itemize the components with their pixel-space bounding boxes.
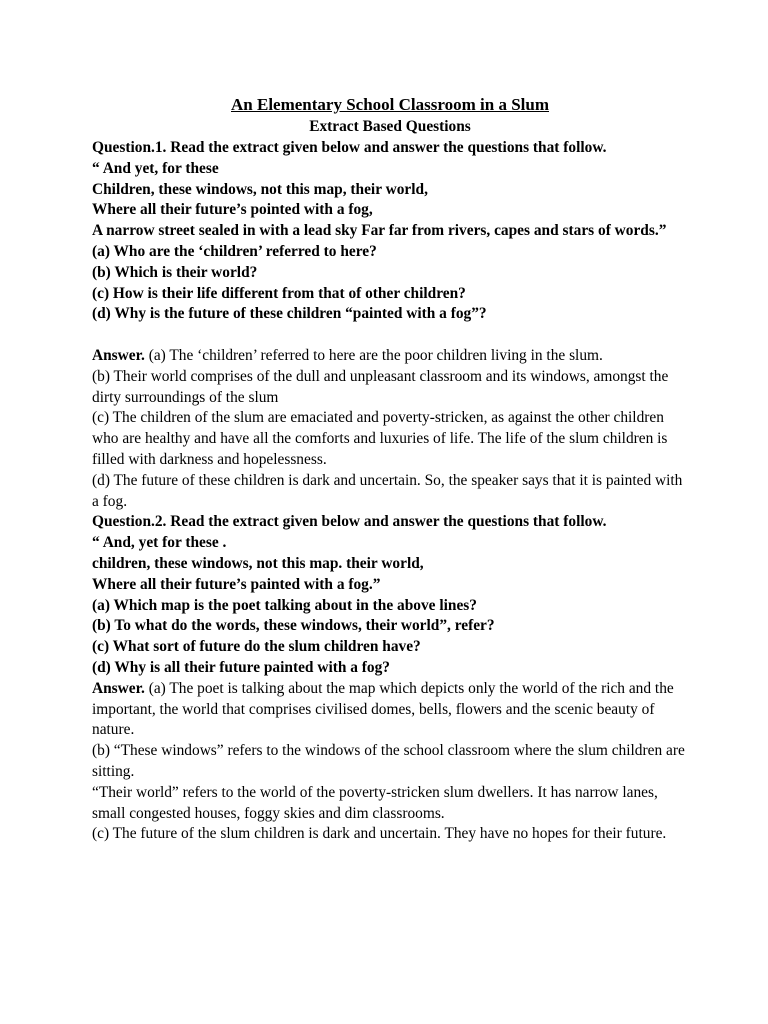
answer-paragraph: “Their world” refers to the world of the poverty-stricken slum dwellers. It has narrow lanes, small congested houses, foggy skies and dim classrooms. — [92, 783, 658, 822]
answer-paragraph: (c) The children of the slum are emaciated and poverty-stricken, as against the other children who are healthy and have all the comforts and luxuries of life. The life of the slum children is filled with darkness and hopelessness. — [92, 409, 668, 468]
answer-paragraph: (b) “These windows” refers to the windows of the school classroom where the slum children are sitting. — [92, 742, 685, 780]
answer-label: Answer. — [92, 346, 145, 364]
sub-question: (c) What sort of future do the slum children have? — [92, 638, 421, 656]
document-page — [92, 94, 688, 845]
question-2-heading: Question.2. Read the extract given below and answer the questions that follow. — [92, 513, 607, 531]
extract-line: children, these windows, not this map. their world, — [92, 554, 424, 572]
answer-paragraph: (b) Their world comprises of the dull and unpleasant classroom and its windows, amongst the dirty surroundings of the slum — [92, 367, 669, 406]
answer-paragraph: (d) The future of these children is dark and uncertain. So, the speaker says that it is painted with a fog. — [92, 471, 683, 510]
extract-line: A narrow street sealed in with a lead sky Far far from rivers, capes and stars of words.” — [92, 222, 667, 240]
sub-question: (c) How is their life different from that of other children? — [92, 284, 466, 302]
sub-question: (d) Why is the future of these children “painted with a fog”? — [92, 305, 487, 323]
extract-line: Where all their future’s painted with a fog.” — [92, 575, 381, 593]
question-1-heading: Question.1. Read the extract given below and answer the questions that follow. — [92, 139, 607, 156]
question-2-block — [92, 512, 688, 845]
answer-paragraph — [92, 346, 688, 367]
extract-line: Where all their future’s pointed with a fog, — [92, 201, 373, 219]
extract-line: “ And yet, for these — [92, 159, 219, 177]
sub-question: (a) Which map is the poet talking about in the above lines? — [92, 596, 477, 614]
answer-paragraph — [92, 679, 688, 741]
question-1-block — [92, 138, 688, 512]
sub-question: (b) Which is their world? — [92, 263, 258, 281]
sub-question: (b) To what do the words, these windows, their world”, refer? — [92, 617, 495, 635]
extract-line: “ And, yet for these . — [92, 534, 227, 552]
extract-line: Children, these windows, not this map, their world, — [92, 180, 428, 198]
document-title: An Elementary School Classroom in a Slum — [231, 95, 549, 114]
answer-text: (a) The ‘children’ referred to here are the poor children living in the slum. — [144, 346, 603, 364]
spacer — [92, 325, 688, 346]
sub-question: (a) Who are the ‘children’ referred to here? — [92, 242, 377, 260]
answer-paragraph: (c) The future of the slum children is dark and uncertain. They have no hopes for their future. — [92, 825, 667, 843]
answer-text: (a) The poet is talking about the map which depicts only the world of the rich and the important, the world that comprises civilised domes, bells, flowers and the scenic beauty of nature. — [92, 679, 674, 739]
answer-label: Answer. — [92, 679, 145, 697]
sub-question: (d) Why is all their future painted with a fog? — [92, 658, 391, 676]
document-subtitle: Extract Based Questions — [309, 118, 471, 135]
